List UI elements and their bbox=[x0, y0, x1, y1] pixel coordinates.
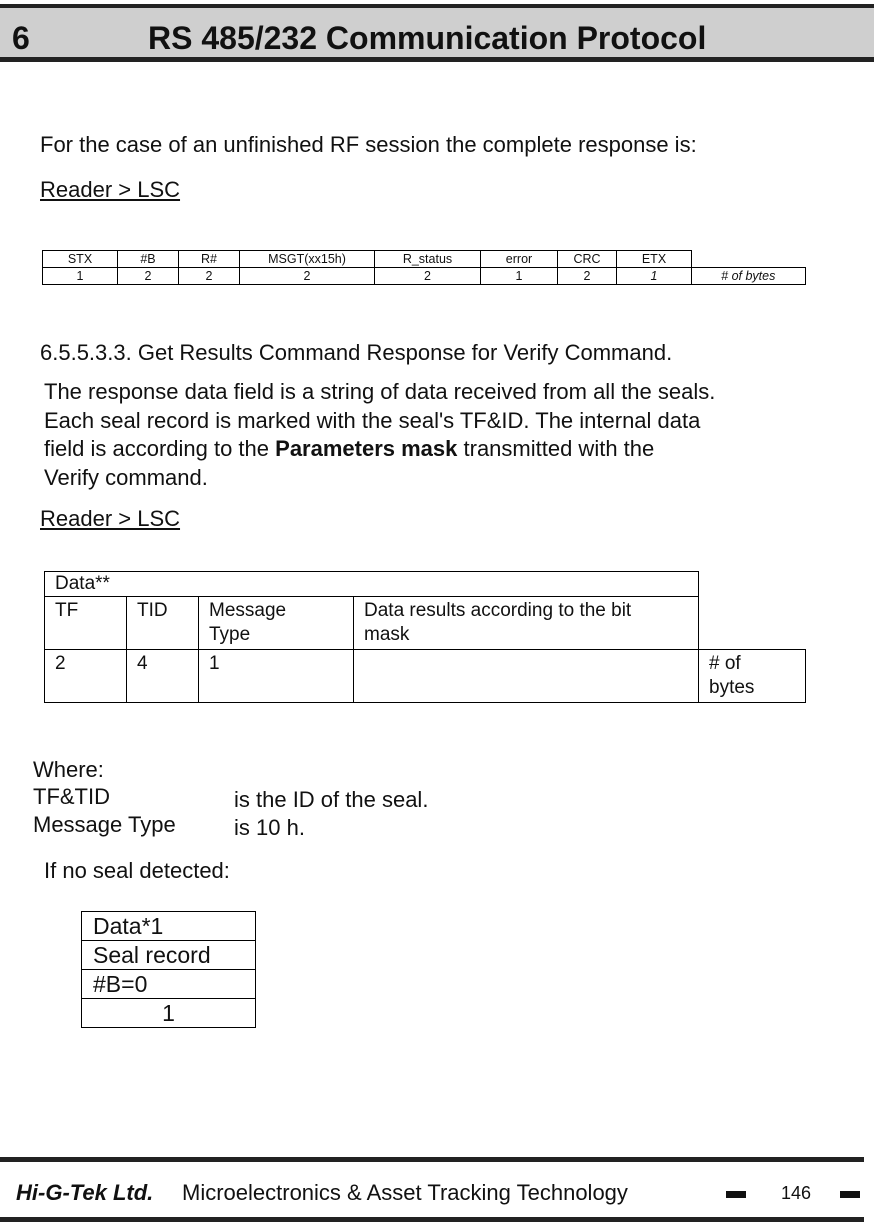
where-definition: is the ID of the seal. bbox=[234, 787, 429, 812]
data-results-table bbox=[44, 571, 806, 703]
description-line bbox=[44, 435, 715, 464]
description-line: Verify command. bbox=[44, 464, 208, 490]
table-cell: 2 bbox=[118, 268, 179, 285]
footer-divider bbox=[0, 1157, 864, 1162]
table-cell bbox=[354, 597, 699, 650]
table-cell: CRC bbox=[558, 251, 617, 268]
table-cell bbox=[692, 251, 806, 268]
footer-subtitle: Microelectronics & Asset Tracking Technology bbox=[182, 1180, 628, 1205]
table-cell bbox=[354, 650, 699, 703]
page-number: 146 bbox=[781, 1183, 812, 1203]
table-cell: 1 bbox=[617, 268, 692, 285]
description-line: Each seal record is marked with the seal's TF&ID. The internal data bbox=[44, 407, 701, 433]
cell-line: # of bbox=[709, 653, 741, 674]
table-cell bbox=[699, 572, 806, 597]
section-heading: 6.5.5.3.3. Get Results Command Response for Verify Command. bbox=[40, 340, 673, 365]
table-cell: 1 bbox=[82, 999, 256, 1028]
page-title: RS 485/232 Communication Protocol bbox=[148, 20, 707, 56]
where-term: Message Type bbox=[33, 812, 176, 837]
table-cell: #B bbox=[118, 251, 179, 268]
reader-lsc-link-1: Reader > LSC bbox=[40, 177, 181, 202]
table-cell: 2 bbox=[179, 268, 240, 285]
table-cell: 1 bbox=[199, 650, 354, 703]
footer-divider bbox=[0, 1217, 864, 1222]
footer-dash bbox=[840, 1191, 860, 1198]
intro-text: For the case of an unfinished RF session the complete response is: bbox=[40, 132, 697, 157]
table-cell: 2 bbox=[45, 650, 127, 703]
cell-line: Data results according to the bit bbox=[364, 600, 632, 621]
table-cell bbox=[199, 597, 354, 650]
table-row bbox=[82, 941, 256, 970]
table-cell: STX bbox=[43, 251, 118, 268]
table-cell bbox=[699, 597, 806, 650]
where-definition: is 10 h. bbox=[234, 815, 305, 840]
table-row bbox=[45, 572, 806, 597]
description bbox=[44, 378, 715, 492]
table-cell: ETX bbox=[617, 251, 692, 268]
table-row bbox=[82, 999, 256, 1028]
table-cell: R# bbox=[179, 251, 240, 268]
table-cell bbox=[699, 650, 806, 703]
table-row bbox=[82, 912, 256, 941]
description-text: field is according to the bbox=[44, 436, 276, 461]
parameters-mask-term: Parameters mask bbox=[275, 436, 458, 461]
table-cell: R_status bbox=[375, 251, 481, 268]
cell-line: Type bbox=[209, 624, 251, 645]
cell-line: mask bbox=[364, 624, 410, 645]
table-cell: #B=0 bbox=[82, 970, 256, 999]
cell-line: bytes bbox=[709, 677, 755, 698]
table-row bbox=[45, 650, 806, 703]
description-line: The response data field is a string of data received from all the seals. bbox=[44, 379, 716, 404]
table-cell: 1 bbox=[481, 268, 558, 285]
where-term: TF&TID bbox=[33, 784, 110, 809]
table-cell: Data*1 bbox=[82, 912, 256, 941]
table-row bbox=[82, 970, 256, 999]
table-cell: 2 bbox=[375, 268, 481, 285]
table-cell: error bbox=[481, 251, 558, 268]
where-label: Where: bbox=[33, 757, 104, 782]
table-cell: 2 bbox=[240, 268, 375, 285]
description-text: transmitted with the bbox=[457, 436, 655, 461]
table-cell: 4 bbox=[127, 650, 199, 703]
table-row bbox=[45, 597, 806, 650]
table-cell: TID bbox=[127, 597, 199, 650]
cell-line: Message bbox=[209, 600, 287, 621]
response-frame-table bbox=[42, 250, 806, 285]
reader-lsc-link-2: Reader > LSC bbox=[40, 506, 181, 531]
no-seal-table bbox=[81, 911, 256, 1028]
no-seal-text: If no seal detected: bbox=[44, 858, 230, 883]
table-cell: 1 bbox=[43, 268, 118, 285]
page-header bbox=[0, 4, 874, 62]
table-cell: Seal record bbox=[82, 941, 256, 970]
table-cell: 2 bbox=[558, 268, 617, 285]
footer-company: Hi-G-Tek Ltd. bbox=[16, 1180, 154, 1205]
table-title-cell: Data** bbox=[45, 572, 699, 597]
table-cell: TF bbox=[45, 597, 127, 650]
table-row bbox=[43, 251, 806, 268]
table-cell: MSGT(xx15h) bbox=[240, 251, 375, 268]
bytes-note: # of bytes bbox=[692, 268, 806, 285]
section-number: 6 bbox=[12, 20, 30, 56]
footer-dash bbox=[726, 1191, 746, 1198]
table-row bbox=[43, 268, 806, 285]
